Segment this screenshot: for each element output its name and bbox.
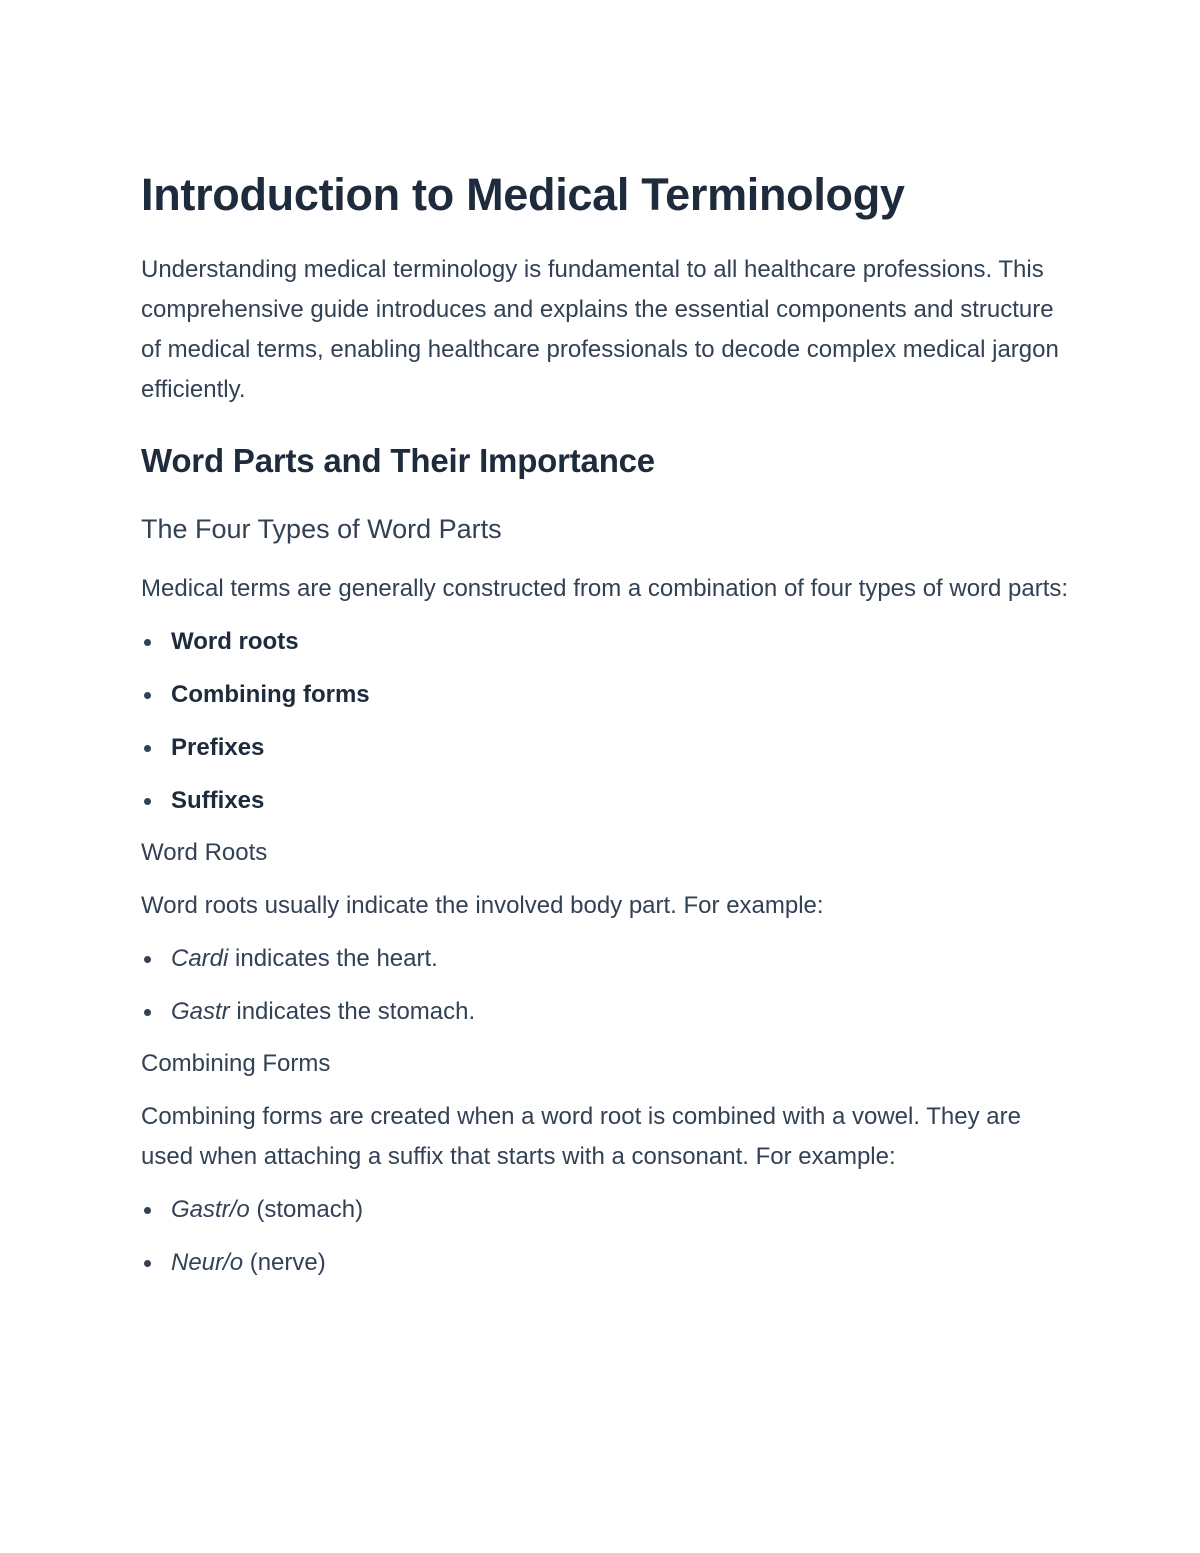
word-roots-paragraph: Word roots usually indicate the involved body part. For example: (141, 892, 824, 919)
list-item (141, 939, 1071, 979)
list-item-label: Suffixes (171, 787, 265, 814)
bullet-icon (144, 745, 151, 752)
bullet-icon (144, 956, 151, 963)
combining-forms-examples (141, 1190, 1071, 1283)
example-term: Gastr/o (171, 1196, 250, 1223)
list-item (141, 1190, 1071, 1230)
example-description: (nerve) (243, 1249, 326, 1276)
list-item-label: Prefixes (171, 734, 265, 761)
document-page (141, 168, 1071, 1283)
example-term: Cardi (171, 945, 229, 972)
word-roots-examples (141, 939, 1071, 1032)
list-item (141, 992, 1071, 1032)
example-description: indicates the heart. (228, 945, 438, 972)
bullet-icon (144, 1009, 151, 1016)
list-item (141, 1243, 1071, 1283)
word-parts-paragraph: Medical terms are generally constructed from a combination of four types of word parts: (141, 575, 1069, 602)
intro-paragraph: Understanding medical terminology is fundamental to all healthcare professions. This comprehensive guide introduces and explains the essential components and structure of medical terms, enabling healthcare professionals to decode complex medical jargon efficiently. (141, 256, 1059, 403)
combining-forms-heading: Combining Forms (141, 1050, 331, 1077)
list-item-label: Word roots (171, 628, 299, 655)
example-term: Neur/o (171, 1249, 244, 1276)
bullet-icon (144, 798, 151, 805)
word-parts-list (141, 622, 1071, 821)
example-description: (stomach) (249, 1196, 364, 1223)
list-item (141, 622, 1071, 662)
example-term: Gastr (171, 998, 230, 1025)
page-title: Introduction to Medical Terminology (141, 169, 905, 220)
bullet-icon (144, 1260, 151, 1267)
bullet-icon (144, 692, 151, 699)
list-item (141, 675, 1071, 715)
bullet-icon (144, 1207, 151, 1214)
list-item-label: Combining forms (171, 681, 370, 708)
section-subheading: The Four Types of Word Parts (141, 514, 502, 544)
list-item (141, 728, 1071, 768)
bullet-icon (144, 639, 151, 646)
section-heading: Word Parts and Their Importance (141, 442, 655, 479)
example-description: indicates the stomach. (229, 998, 476, 1025)
combining-forms-paragraph: Combining forms are created when a word root is combined with a vowel. They are used when attaching a suffix that starts with a consonant. For example: (141, 1103, 1021, 1170)
list-item (141, 781, 1071, 821)
word-roots-heading: Word Roots (141, 839, 268, 866)
